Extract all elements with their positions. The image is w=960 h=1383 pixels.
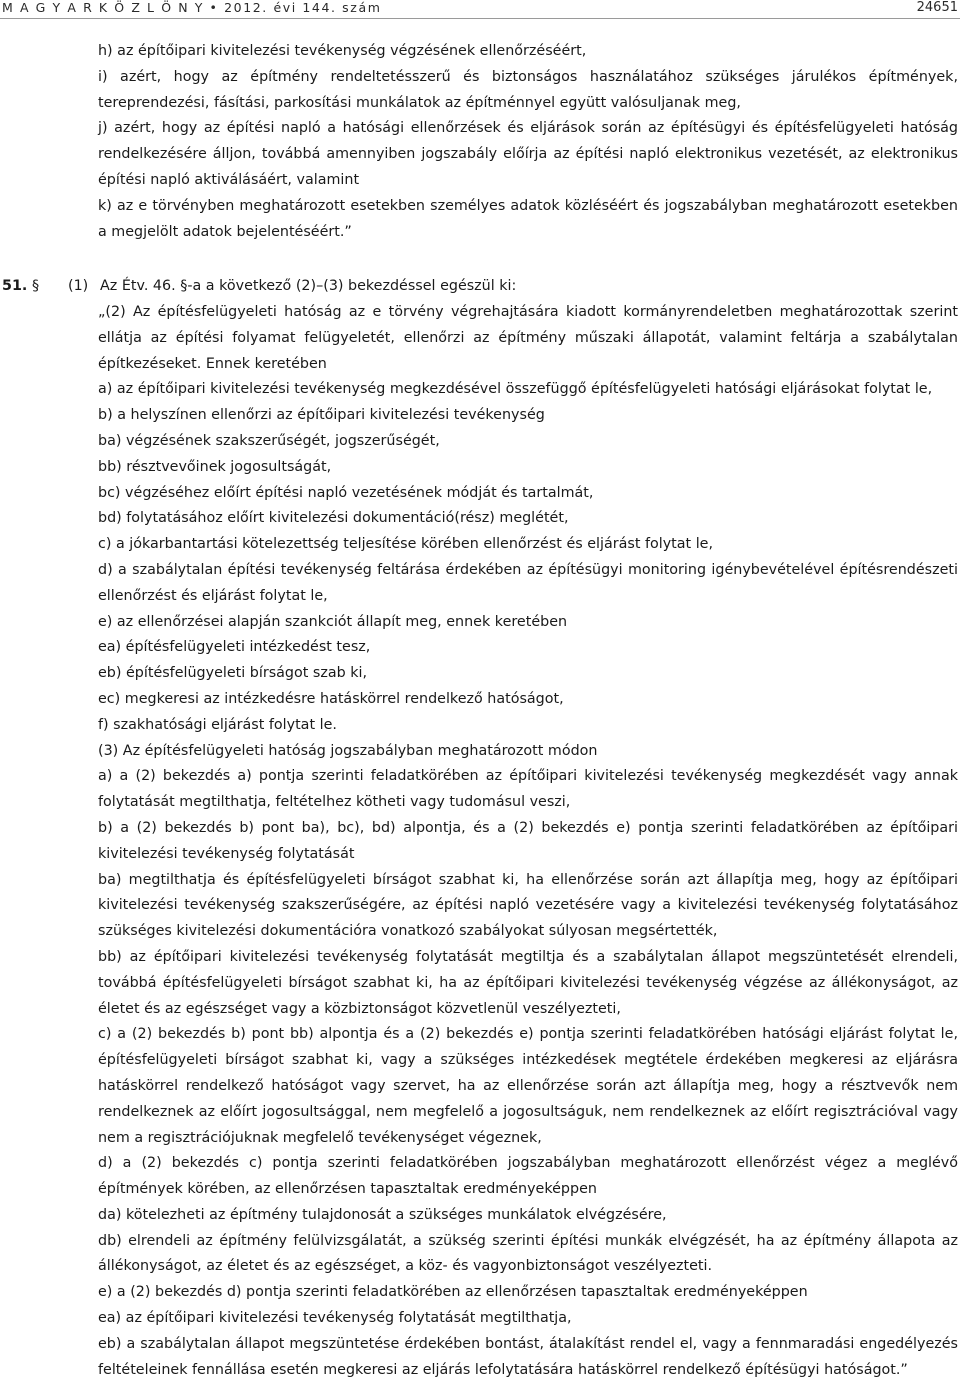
body-paragraph: ec) megkeresi az intézkedésre hatáskörrel rendelkező hatóságot, [98,690,564,707]
journal-header: M A G Y A R K Ö Z L Ö N Y • 2012. évi 144. szám [2,0,382,15]
body-paragraph: eb) a szabálytalan állapot megszüntetése érdekében bontást, átalakítást rendel el, vagy a fennmaradási engedélyezés feltételeinek fennállása esetén megkeresi az eljárás lefolytatására hatáskörrel rendelkező építésügyi hatóságot.” [98,1335,958,1378]
body-paragraph: ea) építésfelügyeleti intézkedést tesz, [98,639,371,656]
paragraph-k: k) az e törvényben meghatározott esetekben személyes adatok közléséért és jogszabályban meghatározott esetekben a megjelölt adatok bejelentéséért.” [98,197,958,240]
body-paragraph: ba) végzésének szakszerűségét, jogszerűségét, [98,432,440,449]
body-paragraph: f) szakhatósági eljárást folytat le. [98,716,337,733]
body-paragraph: da) kötelezheti az építmény tulajdonosát a szükséges munkálatok elvégzésére, [98,1206,667,1223]
body-paragraph: db) elrendeli az építmény felülvizsgálatát, a szükség szerinti építési munkák elvégzését, ha az építmény állapota az állékonyságot, az életet és az egészséget, a köz- és vagyonbiztonságot veszélyezteti. [98,1232,958,1275]
paragraph-j: j) azért, hogy az építési napló a hatósági ellenőrzések és eljárások során az építésügyi és építésfelügyeleti hatóság rendelkezésére álljon, továbbá amennyiben jogszabály előírja az építési napló elektronikus vezetését, az elektronikus építési napló aktiválásáért, valamint [98,120,958,188]
body-paragraph: bb) az építőipari kivitelezési tevékenység folytatását megtiltja és a szabálytalan állapot megszüntetését elrendeli, továbbá építésfelügyeleti bírságot szabhat ki, ha az építőipari kivitelezési tevékenység végzése az állékonyságot, az életet és az egészséget vagy a közbiztonságot közvetlenül veszélyezteti, [98,948,958,1017]
section-body [98,300,958,1383]
body-paragraph: c) a jókarbantartási kötelezettség teljesítése körében ellenőrzést és eljárást folytat le, [98,536,714,553]
body-paragraph: (3) Az építésfelügyeleti hatóság jogszabályban meghatározott módon [98,742,598,759]
body-paragraph: b) a (2) bekezdés b) pont ba), bc), bd) alpontja, és a (2) bekezdés e) pontja szerinti feladatkörében az építőipari kivitelezési tevékenység folytatását [98,819,958,862]
body-paragraph: a) a (2) bekezdés a) pontja szerinti feladatkörében az építőipari kivitelezési tevékenység megkezdését vagy annak folytatását megtilthatja, feltételhez kötheti vagy tudomásul veszi, [98,768,958,811]
page-number: 24651 [916,0,958,15]
body-paragraph: ea) az építőipari kivitelezési tevékenység folytatását megtilthatja, [98,1310,572,1327]
body-paragraph: c) a (2) bekezdés b) pont bb) alpontja és a (2) bekezdés e) pontja szerinti feladatkörében hatósági eljárást folytat le, építésfelügyeleti bírságot szabhat ki, vagy a szükséges intézkedések megtétele érdekében megkeresi az eljárásra hatáskörrel rendelkező hatóságot vagy szervet, ha az ellenőrzése során azt állapítja meg, hogy a résztvevők nem rendelkeznek az előírt jogosultsággal, nem megfelelő a jogosultságuk, nem rendelkeznek az előírt regisztrációval vagy nem a regisztrációjuknak megfelelő tevékenységet végeznek, [98,1026,958,1146]
page-header [0,0,960,19]
section-sign: § [32,278,40,294]
top-paragraphs [98,39,958,245]
body-paragraph: bc) végzéséhez előírt építési napló vezetésének módját és tartalmát, [98,484,594,501]
section-number: 51. [2,278,28,294]
body-paragraph: „(2) Az építésfelügyeleti hatóság az e törvény végrehajtására kiadott kormányrendeletben meghatározottak szerint ellátja az építési folyamat felügyeletét, ellenőrzi az építmény műszaki állapotát, valamint feltárja a szabálytalan építkezéseket. Ennek keretében [98,304,958,372]
body-paragraph: bd) folytatásához előírt kivitelezési dokumentáció(rész) meglétét, [98,510,569,527]
body-paragraph: d) a (2) bekezdés c) pontja szerinti feladatkörében jogszabályban meghatározott ellenőrzést végez a meglévő építmények körében, az ellenőrzésen tapasztaltak eredményeképpen [98,1155,958,1198]
paragraph-i: i) azért, hogy az építmény rendeltetésszerű és biztonságos használatához szükséges járulékos építmények, tereprendezési, fásítási, parkosítási munkálatok az építménnyel együtt valósuljanak meg, [98,68,958,111]
body-paragraph: bb) résztvevőinek jogosultságát, [98,458,332,475]
body-paragraph: a) az építőipari kivitelezési tevékenység megkezdésével összefüggő építésfelügyeleti hatósági eljárásokat folytat le, [98,381,933,398]
body-paragraph: d) a szabálytalan építési tevékenység feltárása érdekében az építésügyi monitoring igénybevételével építésrendészeti ellenőrzést és eljárást folytat le, [98,561,958,604]
body-paragraph: eb) építésfelügyeleti bírságot szab ki, [98,665,368,682]
subsection-number: (1) [68,278,89,294]
section-heading [2,274,958,300]
paragraph-h: h) az építőipari kivitelezési tevékenység végzésének ellenőrzéséért, [98,43,587,59]
body-paragraph: ba) megtilthatja és építésfelügyeleti bírságot szabhat ki, ha ellenőrzése során azt állapítja meg, hogy az építőipari kivitelezési tevékenység szakszerűségére, az építési napló vezetésére vagy a kivitelezési tevékenység folytatásához szükséges kivitelezési dokumentációra vonatkozó szabályokat súlyosan megsértették, [98,871,958,940]
section-intro: Az Étv. 46. §-a a következő (2)–(3) bekezdéssel egészül ki: [100,278,517,294]
body-paragraph: e) az ellenőrzései alapján szankciót állapít meg, ennek keretében [98,613,568,630]
body-paragraph: e) a (2) bekezdés d) pontja szerinti feladatkörében az ellenőrzésen tapasztaltak eredményeképpen [98,1284,808,1301]
body-paragraph: b) a helyszínen ellenőrzi az építőipari kivitelezési tevékenység [98,407,545,424]
